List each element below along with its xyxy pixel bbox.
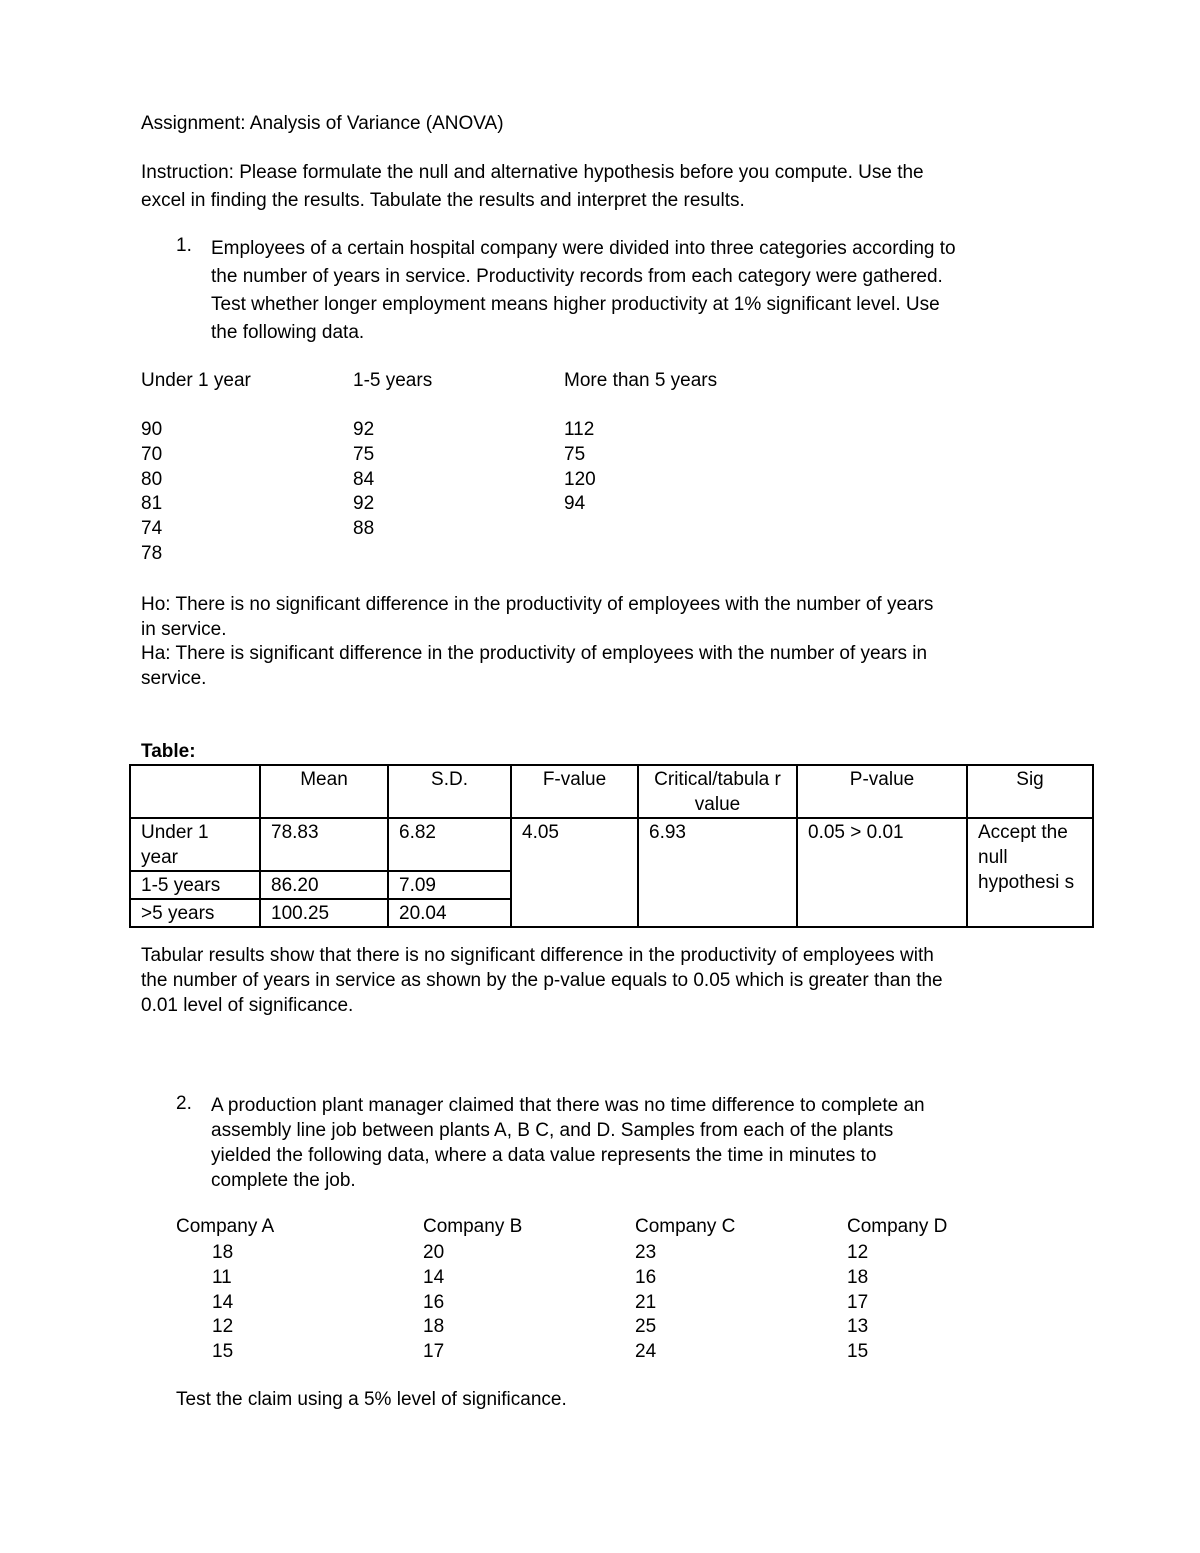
column-header: Under 1 year bbox=[141, 370, 251, 391]
problem-line: complete the job. bbox=[211, 1170, 356, 1191]
column-header: 1-5 years bbox=[353, 370, 433, 391]
data-value: 12 bbox=[847, 1242, 869, 1263]
table-header-cell: Mean bbox=[260, 765, 388, 818]
data-value: 14 bbox=[423, 1266, 445, 1288]
group-cell: >5 years bbox=[130, 899, 260, 927]
data-value: 17 bbox=[847, 1291, 869, 1313]
conclusion-line: 0.01 level of significance. bbox=[141, 995, 354, 1016]
data-value: 21 bbox=[635, 1291, 657, 1313]
p-value-cell: 0.05 > 0.01 bbox=[797, 818, 967, 927]
table-header-cell bbox=[130, 765, 260, 818]
problem-2-text bbox=[211, 1093, 925, 1193]
data-value: 88 bbox=[353, 518, 375, 540]
data-value: 16 bbox=[635, 1266, 657, 1288]
mean-cell: 78.83 bbox=[260, 818, 388, 871]
data-value: 92 bbox=[353, 493, 375, 515]
column-header: Company B bbox=[423, 1216, 523, 1237]
table-label: Table: bbox=[141, 741, 196, 762]
data-value: 78 bbox=[141, 542, 163, 564]
instruction-line: excel in finding the results. Tabulate the results and interpret the results. bbox=[141, 190, 745, 211]
column-header: Company A bbox=[176, 1216, 275, 1237]
alternative-hypothesis bbox=[141, 641, 927, 691]
data-value: 11 bbox=[212, 1266, 232, 1288]
column-header: Company D bbox=[847, 1216, 948, 1237]
conclusion-line: Tabular results show that there is no significant difference in the productivity of employees with bbox=[141, 945, 934, 966]
mean-cell: 100.25 bbox=[260, 899, 388, 927]
problem-line: yielded the following data, where a data value represents the time in minutes to bbox=[211, 1145, 877, 1166]
group-cell: Under 1 year bbox=[130, 818, 260, 871]
problem-line: the following data. bbox=[211, 322, 365, 343]
data-value: 15 bbox=[847, 1341, 869, 1363]
data-value: 94 bbox=[564, 493, 586, 515]
problem-line: Employees of a certain hospital company were divided into three categories according to bbox=[211, 238, 956, 259]
data-value: 70 bbox=[141, 443, 163, 465]
table-header-cell: Critical/tabula r value bbox=[638, 765, 797, 818]
hypothesis-line: service. bbox=[141, 668, 207, 689]
data-value: 75 bbox=[564, 443, 586, 465]
data-value: 90 bbox=[141, 419, 163, 440]
assignment-title: Assignment: Analysis of Variance (ANOVA) bbox=[141, 113, 504, 134]
data-value: 74 bbox=[141, 518, 163, 540]
data-value: 120 bbox=[564, 468, 596, 490]
problem-line: A production plant manager claimed that there was no time difference to complete an bbox=[211, 1095, 925, 1116]
conclusion-line: the number of years in service as shown by the p-value equals to 0.05 which is greater than the bbox=[141, 970, 943, 991]
problem-line: Test whether longer employment means higher productivity at 1% significant level. Use bbox=[211, 294, 940, 315]
sd-cell: 20.04 bbox=[388, 899, 511, 927]
instruction-line: Instruction: Please formulate the null and alternative hypothesis before you compute. Use the bbox=[141, 162, 924, 183]
column-header: More than 5 years bbox=[564, 370, 718, 391]
data-value: 18 bbox=[847, 1266, 869, 1288]
table-header-cell: S.D. bbox=[388, 765, 511, 818]
data-column-company-c bbox=[635, 1241, 656, 1365]
data-column-under-1-year bbox=[141, 418, 162, 567]
group-cell: 1-5 years bbox=[130, 871, 260, 899]
data-value: 18 bbox=[423, 1316, 445, 1338]
data-value: 92 bbox=[353, 419, 375, 440]
data-value: 16 bbox=[423, 1291, 445, 1313]
sig-cell: Accept the null hypothesi s bbox=[967, 818, 1093, 927]
null-hypothesis bbox=[141, 592, 933, 642]
data-column-company-b bbox=[423, 1241, 444, 1365]
problem-1-text bbox=[211, 235, 956, 347]
hypothesis-line: Ho: There is no significant difference in the productivity of employees with the number of years bbox=[141, 594, 934, 615]
table-header-cell: P-value bbox=[797, 765, 967, 818]
conclusion-text bbox=[141, 943, 943, 1018]
instruction-text bbox=[141, 159, 924, 215]
data-value: 12 bbox=[212, 1316, 234, 1338]
mean-cell: 86.20 bbox=[260, 871, 388, 899]
data-value: 112 bbox=[564, 419, 595, 440]
critical-value-cell: 6.93 bbox=[638, 818, 797, 927]
problem-line: the number of years in service. Productivity records from each category were gathered. bbox=[211, 266, 943, 287]
data-column-company-a bbox=[212, 1241, 233, 1365]
table-header-row bbox=[130, 765, 1093, 818]
data-value: 13 bbox=[847, 1316, 869, 1338]
data-value: 24 bbox=[635, 1341, 657, 1363]
problem-line: assembly line job between plants A, B C, and D. Samples from each of the plants bbox=[211, 1120, 894, 1141]
data-column-company-d bbox=[847, 1241, 868, 1365]
data-value: 25 bbox=[635, 1316, 657, 1338]
problem-1-number: 1. bbox=[176, 235, 192, 256]
table-row bbox=[130, 818, 1093, 871]
data-value: 84 bbox=[353, 468, 375, 490]
table-header-cell: F-value bbox=[511, 765, 638, 818]
data-value: 14 bbox=[212, 1291, 234, 1313]
data-value: 23 bbox=[635, 1242, 657, 1263]
sd-cell: 6.82 bbox=[388, 818, 511, 871]
data-value: 75 bbox=[353, 443, 375, 465]
sd-cell: 7.09 bbox=[388, 871, 511, 899]
hypothesis-line: in service. bbox=[141, 619, 227, 640]
problem-2-number: 2. bbox=[176, 1093, 192, 1114]
data-value: 20 bbox=[423, 1242, 445, 1263]
data-column-more-than-5-years bbox=[564, 418, 596, 517]
column-header: Company C bbox=[635, 1216, 736, 1237]
data-value: 18 bbox=[212, 1242, 234, 1263]
data-value: 15 bbox=[212, 1341, 234, 1363]
data-value: 17 bbox=[423, 1341, 445, 1363]
table-header-cell: Sig bbox=[967, 765, 1093, 818]
anova-results-table bbox=[129, 764, 1094, 928]
data-column-1-5-years bbox=[353, 418, 374, 542]
data-value: 81 bbox=[141, 493, 163, 515]
hypothesis-line: Ha: There is significant difference in the productivity of employees with the number of years in bbox=[141, 643, 928, 664]
data-value: 80 bbox=[141, 468, 163, 490]
f-value-cell: 4.05 bbox=[511, 818, 638, 927]
problem-2-footer: Test the claim using a 5% level of significance. bbox=[176, 1389, 567, 1410]
